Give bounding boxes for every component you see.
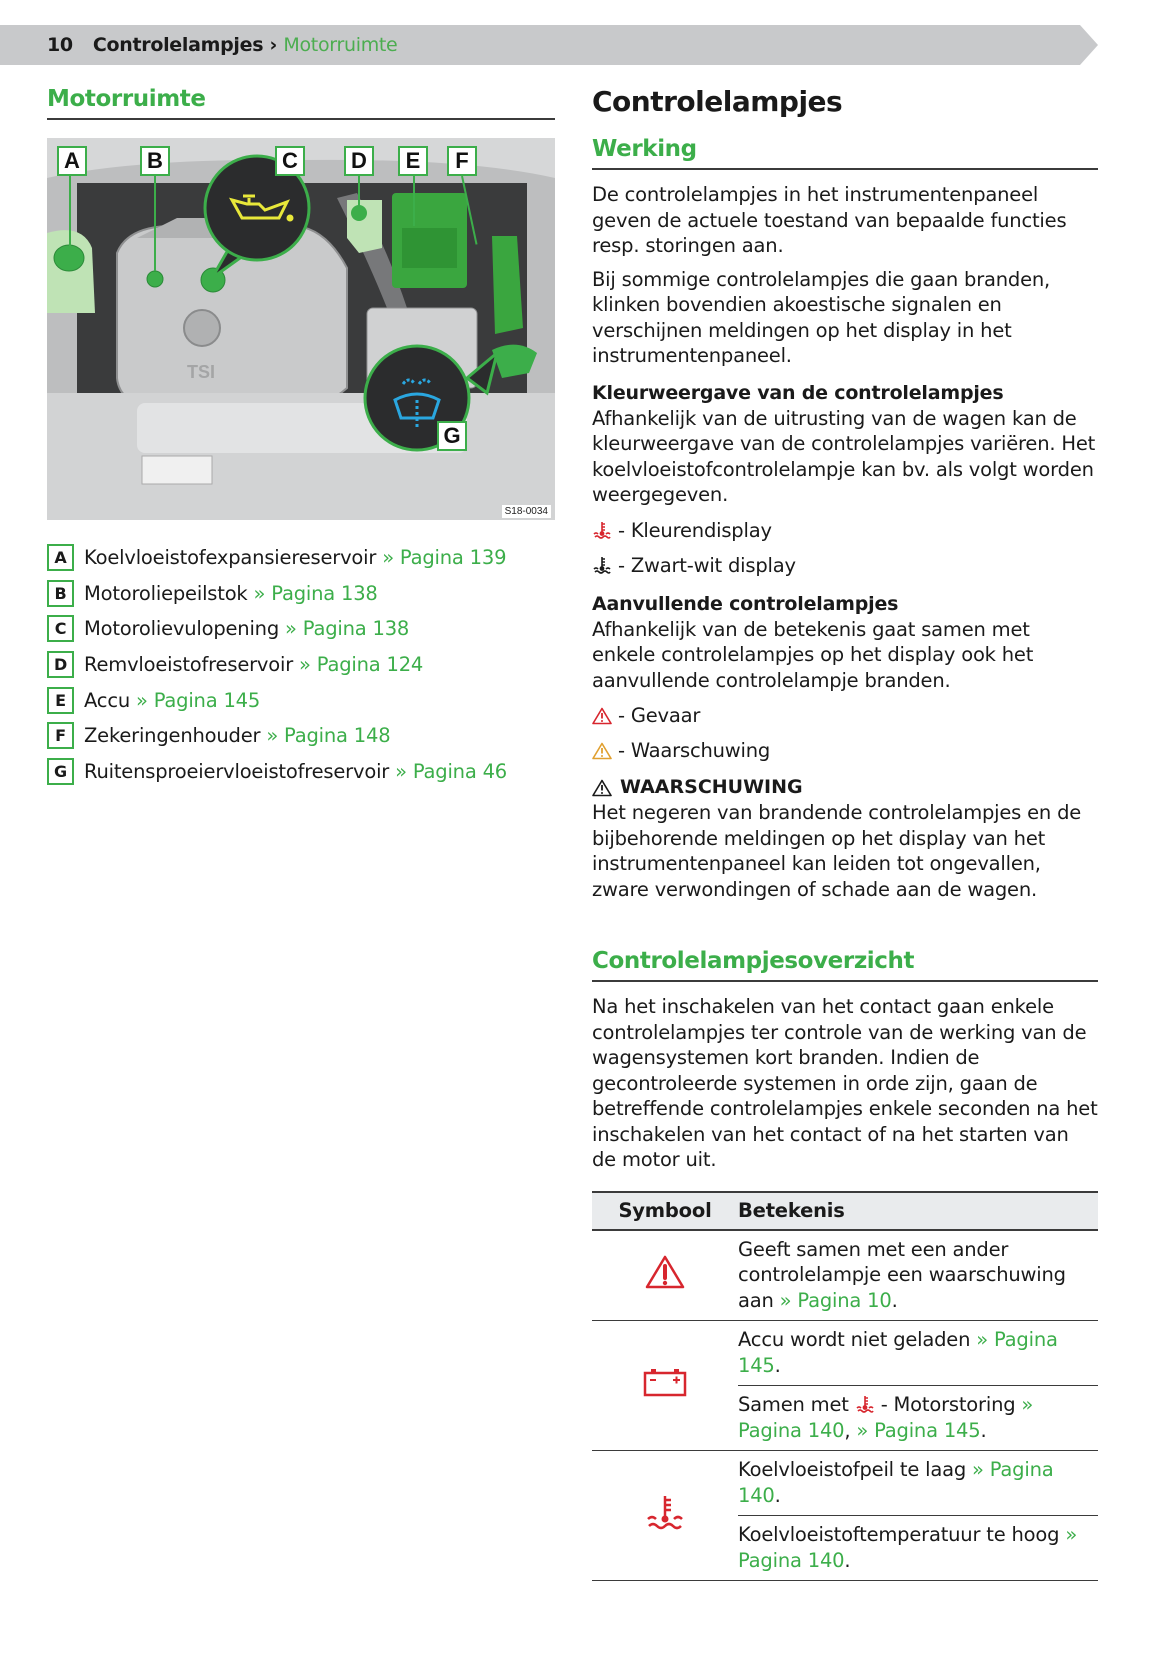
warning-triangle-icon: [592, 779, 612, 797]
legend-item: [47, 754, 555, 790]
table-header-row: [592, 1192, 1098, 1230]
leader-d: [358, 176, 360, 206]
engine-bay-illustration: [47, 138, 555, 520]
legend-text: Motoroliepeilstok: [84, 581, 248, 605]
page-number: 10: [47, 34, 73, 56]
paragraph: Bij sommige controlelampjes die gaan branden, klinken bovendien akoestische signalen en verschijnen meldingen op het display in het instrumentenpaneel.: [592, 267, 1051, 367]
overzicht-section: [592, 946, 1098, 1581]
chapter-title: Controlelampjes: [592, 85, 843, 118]
paragraph: Afhankelijk van de betekenis gaat samen met enkele controlelampjes op het display ook het aanvullende controlelampje branden.: [592, 617, 1034, 692]
punctuation: .: [980, 1418, 987, 1442]
legend-key: E: [47, 687, 74, 714]
table-row: [592, 1451, 1098, 1516]
figure-legend: [47, 540, 555, 789]
breadcrumb-section[interactable]: Motorruimte: [283, 34, 398, 56]
coolant-temp-bw-icon: [592, 556, 612, 574]
legend-key: F: [47, 722, 74, 749]
waarschuwing-line: [592, 738, 1098, 763]
meaning-text: Geeft samen met een ander controlelampje een waarschuwing aan: [738, 1237, 1066, 1312]
figure-label-a[interactable]: A: [57, 146, 87, 176]
page-link[interactable]: » Pagina 10: [779, 1288, 892, 1312]
warning-heading-text: WAARSCHUWING: [620, 776, 803, 798]
page-link[interactable]: » Pagina 140: [738, 1523, 1078, 1572]
right-column: [592, 84, 1098, 1581]
symbol-table: [592, 1191, 1098, 1582]
subheading-aanvullend: Aanvullende controlelampjes: [592, 592, 899, 615]
legend-key: D: [47, 651, 74, 678]
symbol-cell: [592, 1451, 738, 1581]
warning-triangle-red-icon: [645, 1255, 685, 1289]
punctuation: .: [774, 1483, 781, 1507]
meaning-cell: [738, 1230, 1098, 1321]
figure-code: S18-0034: [502, 505, 551, 518]
left-column: [47, 84, 555, 789]
legend-text: Ruitensproeiervloeistofreservoir: [84, 759, 390, 783]
section-title-motorruimte: Motorruimte: [47, 84, 555, 120]
meaning-text: Koelvloeistoftemperatuur te hoog: [738, 1523, 1066, 1546]
legend-text: Remvloeistofreservoir: [84, 653, 294, 677]
column-header-betekenis: Betekenis: [738, 1192, 1098, 1230]
meaning-text: - Motorstoring: [874, 1393, 1022, 1416]
legend-text: Accu: [84, 688, 130, 712]
figure-label-g[interactable]: G: [437, 421, 467, 451]
page-link[interactable]: » Pagina 145: [856, 1418, 981, 1442]
subheading-kleurweergave: Kleurweergave van de controlelampjes: [592, 381, 1004, 404]
leader-a: [69, 176, 71, 246]
punctuation: .: [891, 1288, 898, 1312]
legend-key: G: [47, 758, 74, 785]
figure-label-f[interactable]: F: [447, 146, 477, 176]
legend-text: Zekeringenhouder: [84, 724, 261, 748]
legend-key: A: [47, 544, 74, 571]
breadcrumb: [47, 33, 397, 57]
symbol-cell: [592, 1230, 738, 1321]
paragraph: Na het inschakelen van het contact gaan enkele controlelampjes ter controle van de werking van de wagensystemen kort branden. Indien de gecontroleerde systemen in orde zijn, gaan de betreffende controlelampjes enkele seconden na het inschakelen van het contact of na het starten van de motor uit.: [592, 995, 1098, 1171]
legend-item: [47, 576, 555, 612]
figure-label-b[interactable]: B: [140, 146, 170, 176]
waarschuwing-text: - Waarschuwing: [618, 739, 771, 762]
legend-item: [47, 718, 555, 754]
legend-item: [47, 647, 555, 683]
page-link[interactable]: » Pagina 138: [285, 617, 410, 641]
bw-display-text: - Zwart-wit display: [618, 553, 796, 577]
coolant-temp-red-icon: [592, 521, 612, 539]
legend-text: Motorolievulopening: [84, 617, 280, 641]
bw-display-line: [592, 553, 1098, 578]
section-title-werking: Werking: [592, 134, 1098, 170]
page-link[interactable]: » Pagina 145: [738, 1328, 1058, 1377]
paragraph: Afhankelijk van de uitrusting van de wagen kan de kleurweergave van de controlelampjes variëren. Het koelvloeistofcontrolelampje kan bv. als volgt worden weergegeven.: [592, 406, 1096, 506]
page-link[interactable]: » Pagina 46: [395, 759, 507, 783]
warning-triangle-red-icon: [592, 707, 612, 725]
leader-e: [413, 176, 415, 226]
warning-triangle-amber-icon: [592, 742, 612, 760]
meaning-text: Samen met: [738, 1393, 855, 1416]
color-display-line: [592, 518, 1098, 543]
page-link[interactable]: » Pagina 140: [738, 1458, 1054, 1507]
punctuation: .: [774, 1353, 781, 1377]
page-link[interactable]: » Pagina 139: [382, 546, 507, 570]
gevaar-line: [592, 703, 1098, 728]
legend-key: C: [47, 615, 74, 642]
breadcrumb-chapter[interactable]: Controlelampjes: [92, 34, 264, 56]
meaning-cell: [738, 1386, 1098, 1451]
leader-b: [154, 176, 156, 271]
meaning-text: Accu wordt niet geladen: [738, 1328, 977, 1351]
meaning-text: Koelvloeistofpeil te laag: [738, 1458, 973, 1481]
coolant-temp-red-icon: [645, 1494, 685, 1530]
page-link[interactable]: » Pagina 148: [266, 724, 391, 748]
figure-label-d[interactable]: D: [344, 146, 374, 176]
meaning-cell: [738, 1321, 1098, 1386]
page-link[interactable]: » Pagina 138: [253, 581, 378, 605]
symbol-cell: [592, 1321, 738, 1451]
column-header-symbool: Symbool: [592, 1192, 738, 1230]
svg-text:TSI: TSI: [187, 362, 216, 382]
legend-item: [47, 682, 555, 718]
meaning-cell: [738, 1451, 1098, 1516]
legend-key: B: [47, 580, 74, 607]
punctuation: ,: [844, 1418, 857, 1442]
page-link[interactable]: » Pagina 140: [738, 1393, 1034, 1442]
punctuation: .: [844, 1548, 851, 1572]
table-row: [592, 1321, 1098, 1386]
warning-box-heading: [592, 775, 1098, 800]
gevaar-text: - Gevaar: [618, 704, 701, 727]
legend-item: [47, 540, 555, 576]
table-row: [592, 1230, 1098, 1321]
engine-compartment-figure: [47, 138, 555, 520]
figure-label-c[interactable]: C: [275, 146, 305, 176]
breadcrumb-separator: ›: [263, 34, 284, 56]
page-link[interactable]: » Pagina 145: [136, 688, 261, 712]
legend-text: Koelvloeistofexpansiereservoir: [84, 546, 377, 570]
section-title-overzicht: Controlelampjesoverzicht: [592, 946, 1098, 982]
figure-label-e[interactable]: E: [398, 146, 428, 176]
paragraph: De controlelampjes in het instrumentenpaneel geven de actuele toestand van bepaalde functies resp. storingen aan.: [592, 183, 1067, 257]
meaning-cell: [738, 1516, 1098, 1581]
color-display-text: - Kleurendisplay: [618, 518, 772, 542]
battery-red-icon: [643, 1367, 687, 1397]
page-link[interactable]: » Pagina 124: [299, 653, 424, 677]
warning-text: Het negeren van brandende controlelampjes en de bijbehorende meldingen op het display van het instrumentenpaneel kan leiden tot ongevallen, zware verwondingen of schade aan de wagen.: [592, 801, 1082, 901]
coolant-temp-red-icon: [855, 1395, 875, 1413]
legend-item: [47, 611, 555, 647]
